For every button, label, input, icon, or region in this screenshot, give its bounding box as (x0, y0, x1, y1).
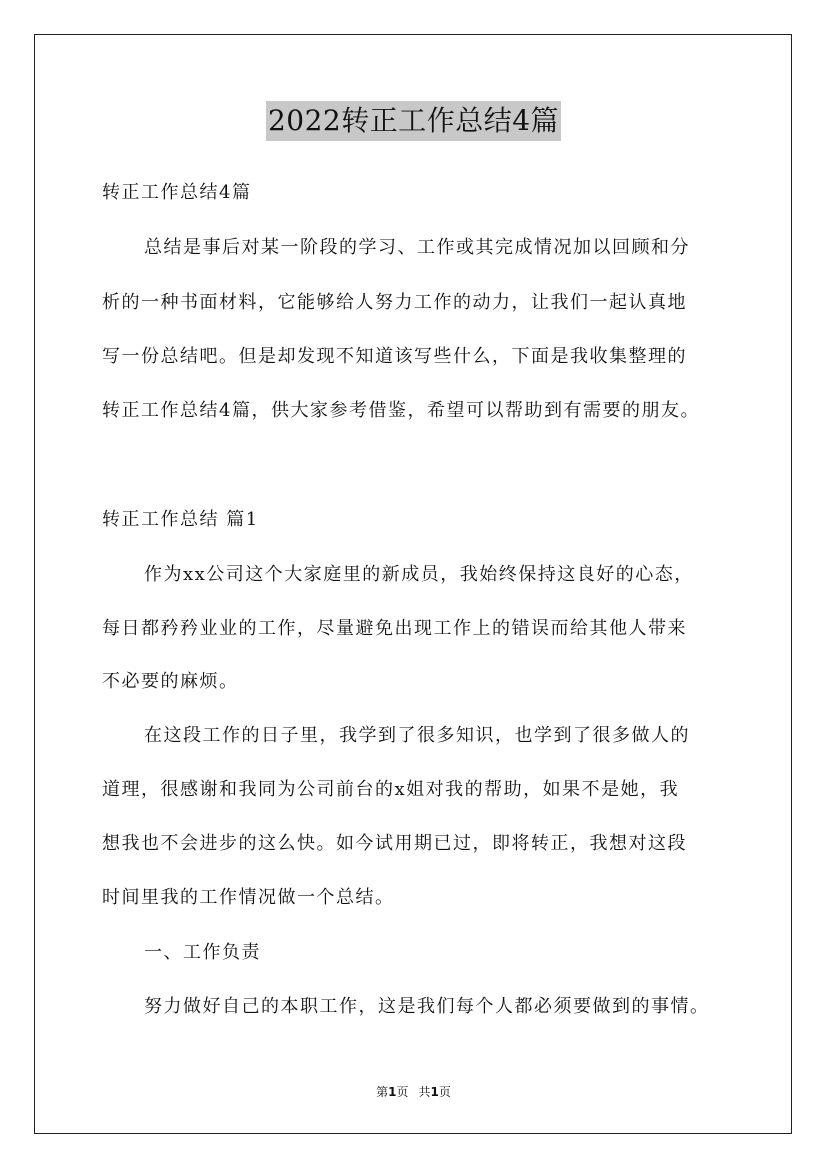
para2-line-3: 想我也不会进步的这么快。如今试用期已过，即将转正，我想对这段 (102, 833, 687, 854)
para2-line-4: 时间里我的工作情况做一个总结。 (102, 887, 395, 908)
item-heading: 一、工作负责 (144, 942, 261, 963)
para3-line-1: 努力做好自己的本职工作，这是我们每个人都必须要做到的事情。 (144, 996, 710, 1017)
page-suffix: 页 (396, 1085, 409, 1099)
para2-line-2: 道理，很感谢和我同为公司前台的x姐对我的帮助，如果不是她，我 (102, 779, 680, 800)
page-number: 1 (388, 1085, 397, 1099)
section-heading: 转正工作总结 篇1 (102, 509, 259, 530)
para1-line-3: 不必要的麻烦。 (102, 671, 239, 692)
total-prefix: 共 (418, 1085, 431, 1099)
document-title: 2022转正工作总结4篇 (266, 101, 561, 141)
total-suffix: 页 (438, 1085, 451, 1099)
para2-line-1: 在这段工作的日子里，我学到了很多知识，也学到了很多做人的 (144, 725, 690, 746)
intro-line-3: 写一份总结吧。但是却发现不知道该写些什么，下面是我收集整理的 (102, 346, 687, 367)
intro-line-1: 总结是事后对某一阶段的学习、工作或其完成情况加以回顾和分 (144, 237, 690, 258)
intro-line-2: 析的一种书面材料，它能够给人努力工作的动力，让我们一起认真地 (102, 292, 687, 313)
page-prefix: 第 (376, 1085, 389, 1099)
page-footer (0, 1084, 827, 1100)
para1-line-1: 作为xx公司这个大家庭里的新成员，我始终保持这良好的心态， (144, 564, 694, 585)
title-wrap (0, 101, 827, 141)
para1-line-2: 每日都矜矜业业的工作，尽量避免出现工作上的错误而给其他人带来 (102, 618, 687, 639)
total-pages: 1 (430, 1085, 439, 1099)
intro-line-4: 转正工作总结4篇，供大家参考借鉴，希望可以帮助到有需要的朋友。 (102, 400, 700, 421)
document-subtitle: 转正工作总结4篇 (102, 182, 252, 203)
